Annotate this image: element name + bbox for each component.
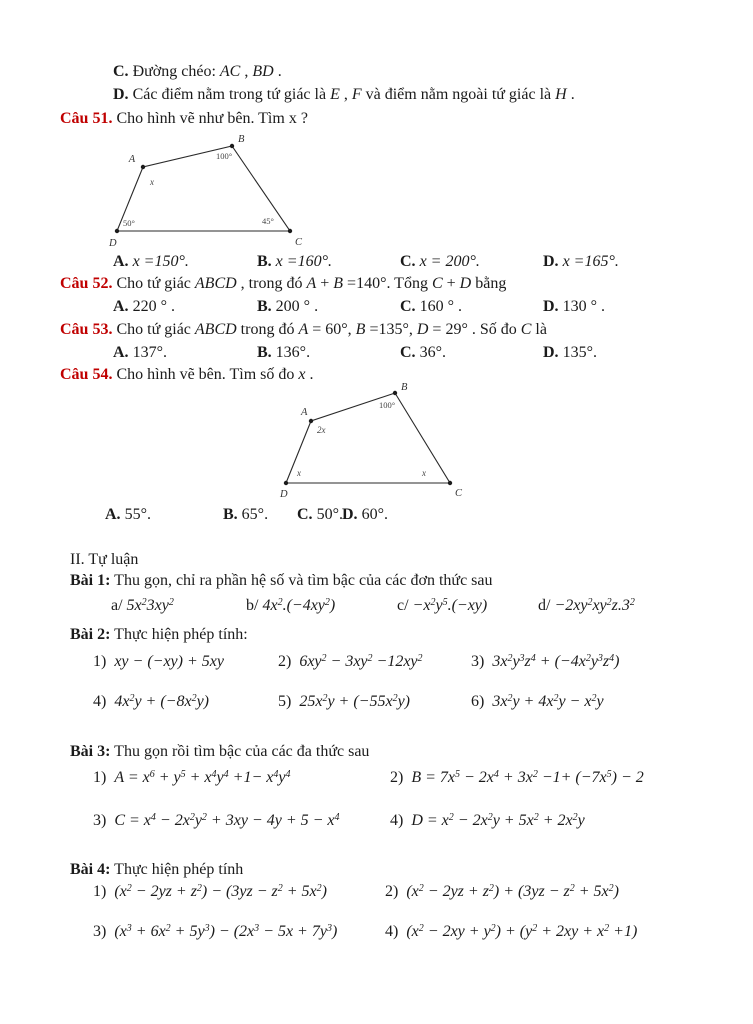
q53-option-c: C. 36°. <box>400 344 446 361</box>
angle-label-A: x <box>150 177 154 187</box>
bai2-item-6: 6) $3x^2y + 4x^2y - x^2y$ <box>471 693 604 710</box>
question-53-heading <box>60 320 547 340</box>
vertex-label-D: D <box>109 238 117 249</box>
vertex-dot-D <box>284 481 288 485</box>
angle-label-C: 45° <box>262 216 274 226</box>
angle-label-D: x <box>297 468 301 478</box>
angle-label-A: 2x <box>317 425 326 435</box>
bai2-item-1: 1) xy − (−xy) + 5xy <box>93 653 224 670</box>
figure-quadrilateral-q51 <box>95 131 355 253</box>
q53-option-a: A. 137°. <box>113 344 167 361</box>
bai1-item-d: $d/ -2xy^2xy^2z.3^2$ <box>538 597 635 614</box>
bai1-label: Bài 1: <box>70 572 111 589</box>
vertex-dot-B <box>230 144 234 148</box>
vertex-label-A: A <box>301 407 308 418</box>
question-54-text: Cho hình vẽ bên. Tìm số đo x . <box>116 366 314 383</box>
vertex-dot-A <box>141 165 145 169</box>
bai2-item-2: 2) $6xy^2 - 3xy^2 -12xy^2$ <box>278 653 423 670</box>
bai4-item-2: 2) $(x^2 - 2yz + z^2) + (3yz - z^2 + 5x^2)$ <box>385 883 619 900</box>
intro-option-c <box>113 62 282 82</box>
bai1-text: Thu gọn, chỉ ra phần hệ số và tìm bậc của các đơn thức sau <box>114 572 493 589</box>
question-54-heading <box>60 365 313 385</box>
figure-quadrilateral-q54 <box>277 381 477 501</box>
angle-label-D: 50° <box>123 218 135 228</box>
q52-option-d: D. 130 ° . <box>543 298 605 315</box>
vertex-label-B: B <box>401 382 408 393</box>
question-51-heading <box>60 109 308 129</box>
intro-option-d-label: D. <box>113 86 129 103</box>
bai1-item-c: $c/ -x^2y^5.(-xy)$ <box>397 597 488 614</box>
bai4-label: Bài 4: <box>70 861 111 878</box>
question-52-number: Câu 52. <box>60 275 113 292</box>
bai2-heading <box>70 625 248 645</box>
question-54-number: Câu 54. <box>60 366 113 383</box>
q52-option-c: C. 160 ° . <box>400 298 462 315</box>
bai3-item-4: 4) $D = x^2 - 2x^2y + 5x^2 + 2x^2y$ <box>390 812 585 829</box>
q54-option-a: A. 55°. <box>105 506 151 523</box>
bai4-heading <box>70 860 243 880</box>
vertex-label-C: C <box>455 488 463 499</box>
vertex-label-A: A <box>128 154 136 165</box>
intro-option-d <box>113 85 575 105</box>
angle-label-B: 100° <box>216 151 233 161</box>
q51-option-b: B. x =160°. <box>257 253 332 270</box>
vertex-dot-C <box>448 481 452 485</box>
question-53-text: Cho tứ giác ABCD trong đó A = 60°, B =135°, D = 29° . Số đo C là <box>116 321 547 338</box>
bai3-label: Bài 3: <box>70 743 111 760</box>
bai1-item-a: a/ $5x^23xy^2$ <box>111 597 174 614</box>
angle-label-B: 100° <box>379 400 396 410</box>
intro-option-c-text: Đường chéo: AC , BD . <box>132 63 282 80</box>
intro-option-c-label: C. <box>113 63 129 80</box>
bai3-heading <box>70 742 369 762</box>
bai1-item-b: b/ $4x^2.(-4xy^2)$ <box>246 597 336 614</box>
vertex-dot-B <box>393 391 397 395</box>
q52-option-b: B. 200 ° . <box>257 298 319 315</box>
vertex-label-C: C <box>295 237 303 248</box>
bai2-item-5: 5) $25x^2y + (-55x^2y)$ <box>278 693 410 710</box>
bai2-item-4: 4) $4x^2y + (-8x^2y)$ <box>93 693 209 710</box>
question-51-text: Cho hình vẽ như bên. Tìm x ? <box>116 110 308 127</box>
q51-option-c: C. x = 200°. <box>400 253 480 270</box>
bai4-item-4: 4) $(x^2 - 2xy + y^2) + (y^2 + 2xy + x^2 +1)$ <box>385 923 638 940</box>
q53-option-d: D. 135°. <box>543 344 597 361</box>
vertex-dot-D <box>115 229 119 233</box>
question-51-number: Câu 51. <box>60 110 113 127</box>
vertex-dot-A <box>309 419 313 423</box>
bai4-text: Thực hiện phép tính <box>114 861 244 878</box>
question-52-text: Cho tứ giác ABCD , trong đó A + B =140°. Tổng C + D bằng <box>116 275 507 292</box>
bai2-label: Bài 2: <box>70 626 111 643</box>
question-53-number: Câu 53. <box>60 321 113 338</box>
essay-section-title: II. Tự luận <box>70 551 139 568</box>
vertex-label-B: B <box>238 134 245 145</box>
q54-option-c: C. 50°. <box>297 506 343 523</box>
q53-option-b: B. 136°. <box>257 344 311 361</box>
bai3-item-3: 3) $C = x^4 - 2x^2y^2 + 3xy - 4y + 5 - x^4$ <box>93 812 340 829</box>
q54-option-b: B. 65°. <box>223 506 269 523</box>
bai4-item-3: 3) $(x^3 + 6x^2 + 5y^3) - (2x^3 - 5x + 7y^3)$ <box>93 923 338 940</box>
q51-option-d: D. x =165°. <box>543 253 619 270</box>
question-52-heading <box>60 274 506 294</box>
bai2-text: Thực hiện phép tính: <box>114 626 248 643</box>
bai3-item-2: 2) $B = 7x^5 - 2x^4 + 3x^2 -1+ (-7x^5) - 2$ <box>390 769 644 786</box>
q51-option-a: A. x =150°. <box>113 253 189 270</box>
bai4-item-1: 1) $(x^2 - 2yz + z^2) - (3yz - z^2 + 5x^2)$ <box>93 883 327 900</box>
bai3-text: Thu gọn rồi tìm bậc của các đa thức sau <box>114 743 370 760</box>
bai3-item-1: 1) $A = x^6 + y^5 + x^4y^4 +1- x^4y^4$ <box>93 769 291 786</box>
vertex-label-D: D <box>280 489 288 500</box>
bai2-item-3: 3) $3x^2y^3z^4 + (-4x^2y^3z^4)$ <box>471 653 620 670</box>
angle-label-C: x <box>422 468 426 478</box>
vertex-dot-C <box>288 229 292 233</box>
q54-option-d: D. 60°. <box>342 506 388 523</box>
intro-option-d-text: Các điểm nằm trong tứ giác là E , F và điểm nằm ngoài tứ giác là H . <box>132 86 575 103</box>
q52-option-a: A. 220 ° . <box>113 298 175 315</box>
bai1-heading <box>70 571 493 591</box>
